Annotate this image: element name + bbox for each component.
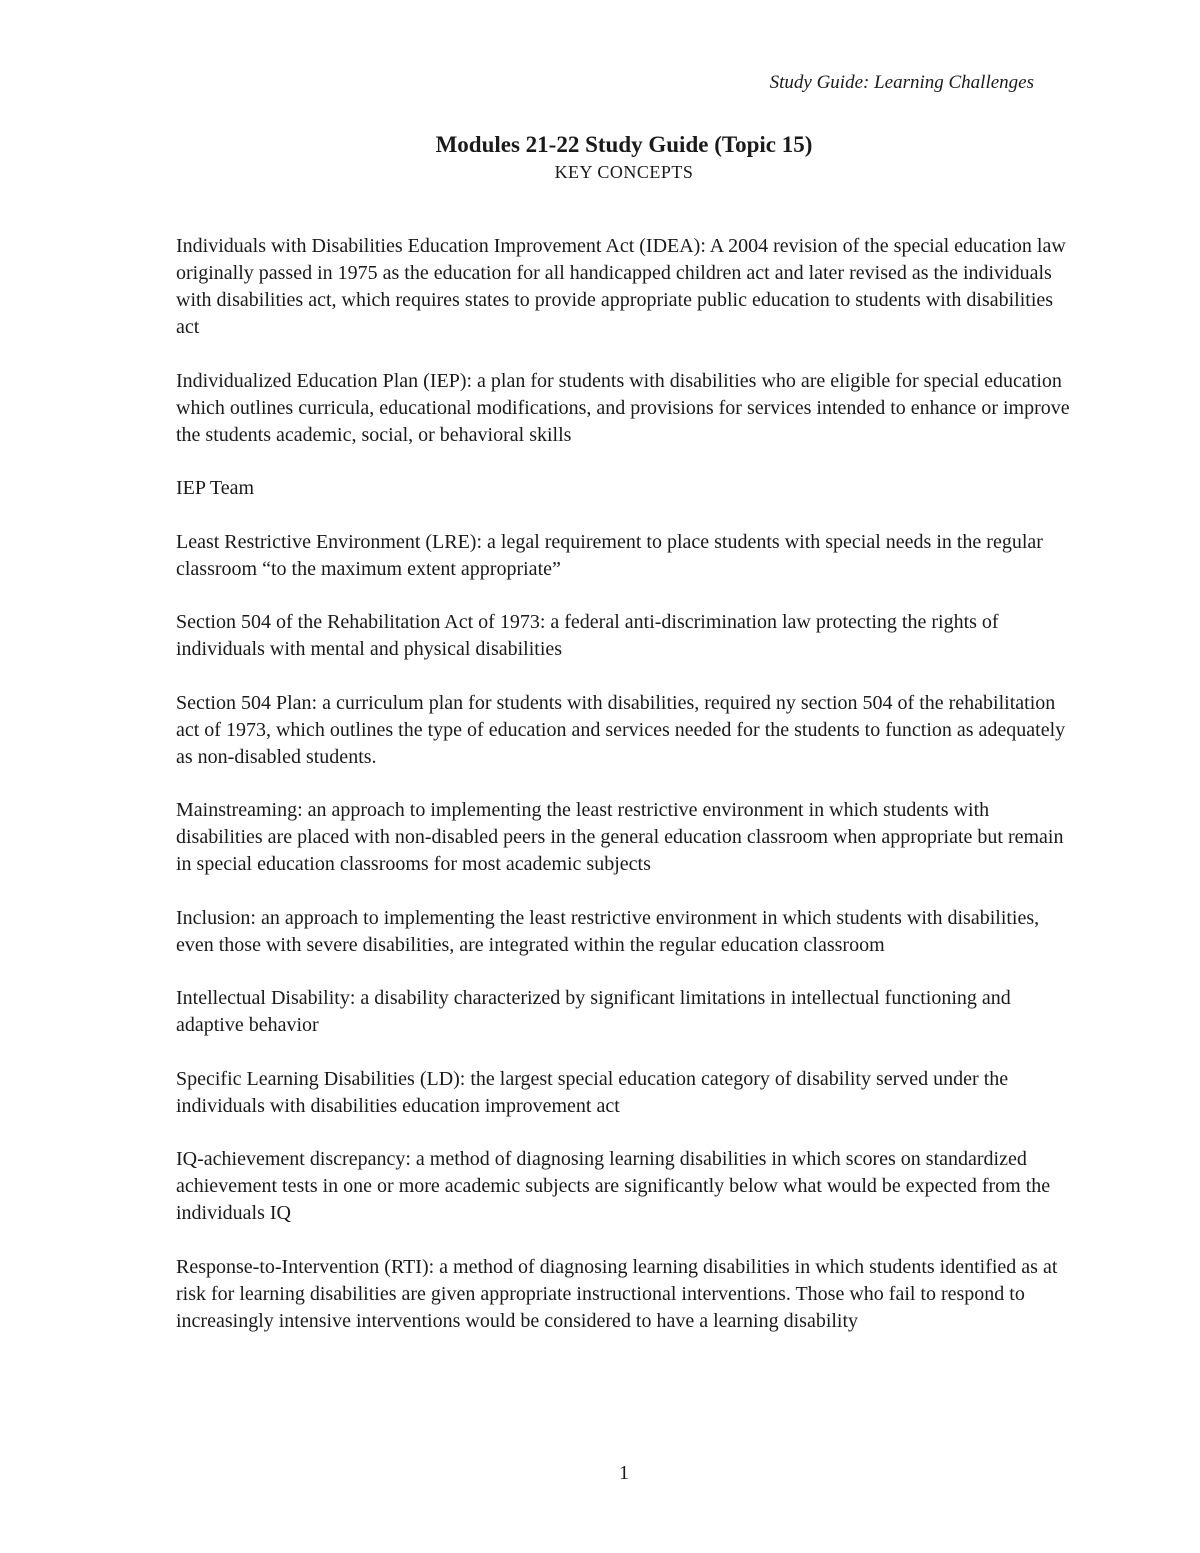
page-number: 1 [619, 1462, 629, 1484]
concept-entry-response-to-intervention: Response-to-Intervention (RTI): a method of diagnosing learning disabilities in which students identified as at risk for learning disabilities are given appropriate instructional interventions. Those who fail to respond to increasingly intensive interventions would be considered to have a learning disability [176, 1255, 1058, 1332]
page-title: Modules 21-22 Study Guide (Topic 15) [435, 132, 813, 157]
concept-entry-specific-learning-disabilities: Specific Learning Disabilities (LD): the largest special education category of disability served under the individuals with disabilities education improvement act [176, 1067, 1009, 1117]
page-subtitle: KEY CONCEPTS [554, 162, 694, 182]
concept-entry-mainstreaming: Mainstreaming: an approach to implementing the least restrictive environment in which students with disabilities are placed with non-disabled peers in the general education classroom when appropriate but remain in special education classrooms for most academic subjects [176, 799, 1064, 875]
key-concepts-list [176, 233, 1076, 1361]
concept-entry-iep: Individualized Education Plan (IEP): a plan for students with disabilities who are eligible for special education which outlines curricula, educational modifications, and provisions for services intended to enhance or improve the students academic, social, or behavioral skills [176, 369, 1070, 446]
concept-entry-intellectual-disability: Intellectual Disability: a disability characterized by significant limitations in intellectual functioning and adaptive behavior [176, 987, 1011, 1036]
concept-entry-section-504-act: Section 504 of the Rehabilitation Act of 1973: a federal anti-discrimination law protecting the rights of individuals with mental and physical disabilities [176, 611, 999, 660]
concept-entry-idea: Individuals with Disabilities Education Improvement Act (IDEA): A 2004 revision of the special education law originally passed in 1975 as the education for all handicapped children act and later revised as the individuals with disabilities act, which requires states to provide appropriate public education to students with disabilities act [176, 235, 1066, 338]
concept-entry-iq-achievement-discrepancy: IQ-achievement discrepancy: a method of diagnosing learning disabilities in which scores on standardized achievement tests in one or more academic subjects are significantly below what would be expected from the individuals IQ [176, 1148, 1051, 1224]
concept-entry-lre: Least Restrictive Environment (LRE): a legal requirement to place students with special needs in the regular classroom “to the maximum extent appropriate” [176, 530, 1043, 580]
concept-entry-iep-team: IEP Team [176, 477, 255, 499]
running-header: Study Guide: Learning Challenges [769, 72, 1034, 93]
concept-entry-inclusion: Inclusion: an approach to implementing the least restrictive environment in which students with disabilities, even those with severe disabilities, are integrated within the regular education classroom [176, 906, 1040, 956]
concept-entry-section-504-plan: Section 504 Plan: a curriculum plan for students with disabilities, required ny section 504 of the rehabilitation act of 1973, which outlines the type of education and services needed for the students to function as adequately as non-disabled students. [176, 691, 1066, 768]
